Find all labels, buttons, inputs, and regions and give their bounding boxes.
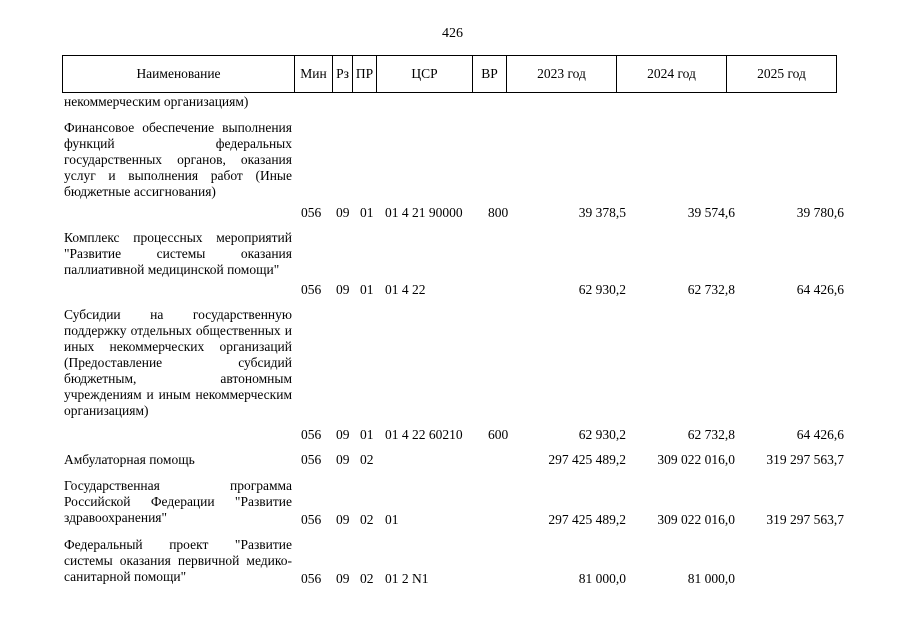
row-min: 056 <box>301 571 322 586</box>
row-rz: 09 <box>336 512 350 527</box>
header-csr: ЦСР <box>377 56 473 93</box>
row-vr: 600 <box>488 427 509 442</box>
row-rz: 09 <box>336 205 350 220</box>
row-2024: 309 022 016,0 <box>657 452 735 467</box>
row-min: 056 <box>301 512 322 527</box>
row-csr: 01 4 22 60210 <box>385 427 463 442</box>
header-name: Наименование <box>63 56 295 93</box>
row-name: Субсидии на государственную поддержку отдельных общественных и иных некоммерческих организаций (Предоставление субсидий бюджетным, автономным учреждениям и иным некоммерческим организациям) <box>64 307 292 418</box>
row-rz: 09 <box>336 282 350 297</box>
row-name: Федеральный проект "Развитие системы оказания первичной медико-санитарной помощи" <box>64 537 292 584</box>
row-pr: 02 <box>360 512 374 527</box>
header-min: Мин <box>295 56 333 93</box>
row-pr: 02 <box>360 452 374 467</box>
row-csr: 01 4 22 <box>385 282 426 297</box>
row-2024: 39 574,6 <box>687 205 735 220</box>
row-csr: 01 <box>385 512 399 527</box>
header-vr: ВР <box>473 56 507 93</box>
row-vr: 800 <box>488 205 509 220</box>
row-pr: 02 <box>360 571 374 586</box>
row-name: Комплекс процессных мероприятий "Развитие системы оказания паллиативной медицинской помощи" <box>64 230 292 277</box>
row-pr: 01 <box>360 427 374 442</box>
row-rz: 09 <box>336 452 350 467</box>
row-min: 056 <box>301 427 322 442</box>
row-rz: 09 <box>336 427 350 442</box>
row-2023: 297 425 489,2 <box>548 452 626 467</box>
row-2023: 62 930,2 <box>578 282 626 297</box>
row-2025: 319 297 563,7 <box>766 512 844 527</box>
row-2023: 297 425 489,2 <box>548 512 626 527</box>
row-pr: 01 <box>360 205 374 220</box>
header-rz: Рз <box>333 56 353 93</box>
header-2024: 2024 год <box>617 56 727 93</box>
table-header <box>62 55 837 93</box>
page-number: 426 <box>442 26 463 41</box>
row-2023: 39 378,5 <box>578 205 626 220</box>
row-min: 056 <box>301 205 322 220</box>
row-min: 056 <box>301 452 322 467</box>
row-2025: 319 297 563,7 <box>766 452 844 467</box>
row-2025: 39 780,6 <box>796 205 844 220</box>
row-2025: 64 426,6 <box>796 282 844 297</box>
row-name: Амбулаторная помощь <box>64 452 195 467</box>
row-name: некоммерческим организациям) <box>64 94 249 109</box>
row-rz: 09 <box>336 571 350 586</box>
row-2024: 62 732,8 <box>687 282 735 297</box>
row-csr: 01 4 21 90000 <box>385 205 463 220</box>
row-pr: 01 <box>360 282 374 297</box>
header-pr: ПР <box>353 56 377 93</box>
row-2025: 64 426,6 <box>796 427 844 442</box>
row-min: 056 <box>301 282 322 297</box>
row-name: Финансовое обеспечение выполнения функций федеральных государственных органов, оказания услуг и выполнения работ (Иные бюджетные ассигнования) <box>64 120 292 199</box>
header-2025: 2025 год <box>727 56 837 93</box>
row-2024: 81 000,0 <box>687 571 735 586</box>
row-2024: 309 022 016,0 <box>657 512 735 527</box>
row-2024: 62 732,8 <box>687 427 735 442</box>
row-2023: 62 930,2 <box>578 427 626 442</box>
row-csr: 01 2 N1 <box>385 571 429 586</box>
row-name: Государственная программа Российской Федерации "Развитие здравоохранения" <box>64 478 292 525</box>
row-2023: 81 000,0 <box>578 571 626 586</box>
header-2023: 2023 год <box>507 56 617 93</box>
